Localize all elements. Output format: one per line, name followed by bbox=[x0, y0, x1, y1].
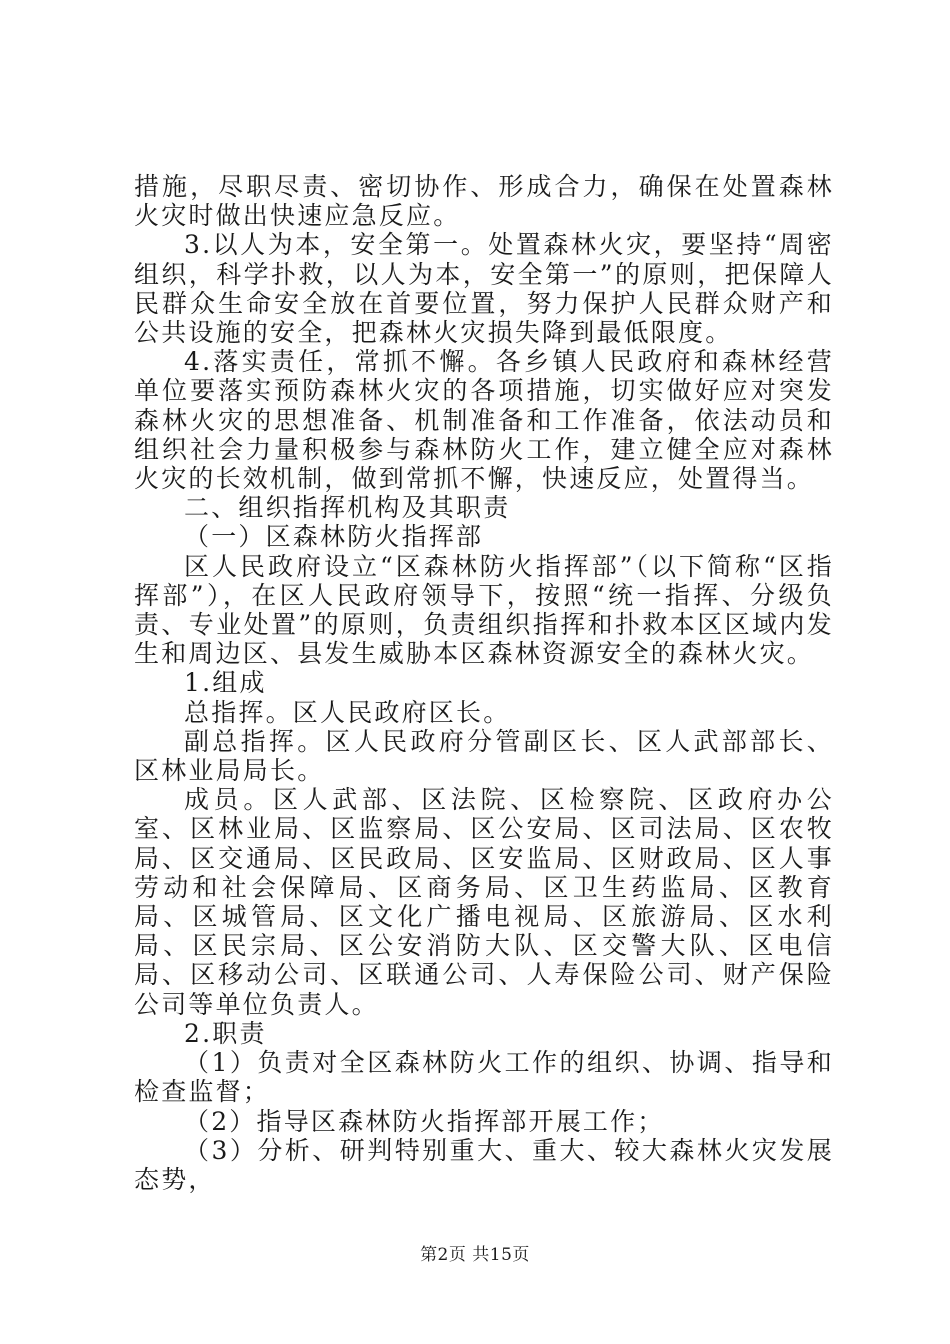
paragraph: 成员。区人武部、区法院、区检察院、区政府办公室、区林业局、区监察局、区公安局、区司法局、区农牧局、区交通局、区民政局、区安监局、区财政局、区人事劳动和社会保障局、区商务局、区卫生药监局、区教育局、区城管局、区文化广播电视局、区旅游局、区水利局、区民宗局、区公安消防大队、区交警大队、区电信局、区移动公司、区联通公司、人寿保险公司、财产保险公司等单位负责人。 bbox=[134, 785, 834, 1019]
paragraph: 总指挥。区人民政府区长。 bbox=[184, 697, 511, 727]
paragraph: 区人民政府设立“区森林防火指挥部”（以下简称“区指挥部”），在区人民政府领导下，按照“统一指挥、分级负责、专业处置”的原则，负责组织指挥和扑救本区区域内发生和周边区、县发生威胁本区森林资源安全的森林火灾。 bbox=[134, 551, 834, 669]
item-heading: 1.组成 bbox=[184, 668, 267, 698]
page-footer: 第2页 共15页 bbox=[420, 1245, 530, 1265]
document-body bbox=[134, 172, 834, 1194]
principle-4-paragraph: 4.落实责任，常抓不懈。各乡镇人民政府和森林经营单位要落实预防森林火灾的各项措施，切实做好应对突发森林火灾的思想准备、机制准备和工作准备，依法动员和组织社会力量积极参与森林防火工作，建立健全应对森林火灾的长效机制，做到常抓不懈，快速反应，处置得当。 bbox=[134, 347, 834, 494]
paragraph: 措施，尽职尽责、密切协作、形成合力，确保在处置森林火灾时做出快速应急反应。 bbox=[134, 172, 834, 231]
item-heading: 2.职责 bbox=[184, 1018, 267, 1048]
paragraph: 副总指挥。区人民政府分管副区长、区人武部部长、区林业局局长。 bbox=[134, 726, 834, 786]
subsection-heading: （一）区森林防火指挥部 bbox=[184, 522, 484, 552]
principle-3-paragraph: 3.以人为本，安全第一。处置森林火灾，要坚持“周密组织，科学扑救，以人为本，安全第一”的原则，把保障人民群众生命安全放在首要位置，努力保护人民群众财产和公共设施的安全，把森林火灾损失降到最低限度。 bbox=[134, 230, 834, 348]
list-item: （1）负责对全区森林防火工作的组织、协调、指导和检查监督； bbox=[134, 1048, 834, 1107]
list-item: （2）指导区森林防火指挥部开展工作； bbox=[184, 1106, 665, 1136]
section-heading: 二、组织指挥机构及其职责 bbox=[184, 493, 511, 523]
list-item: （3）分析、研判特别重大、重大、较大森林火灾发展态势， bbox=[134, 1135, 834, 1194]
